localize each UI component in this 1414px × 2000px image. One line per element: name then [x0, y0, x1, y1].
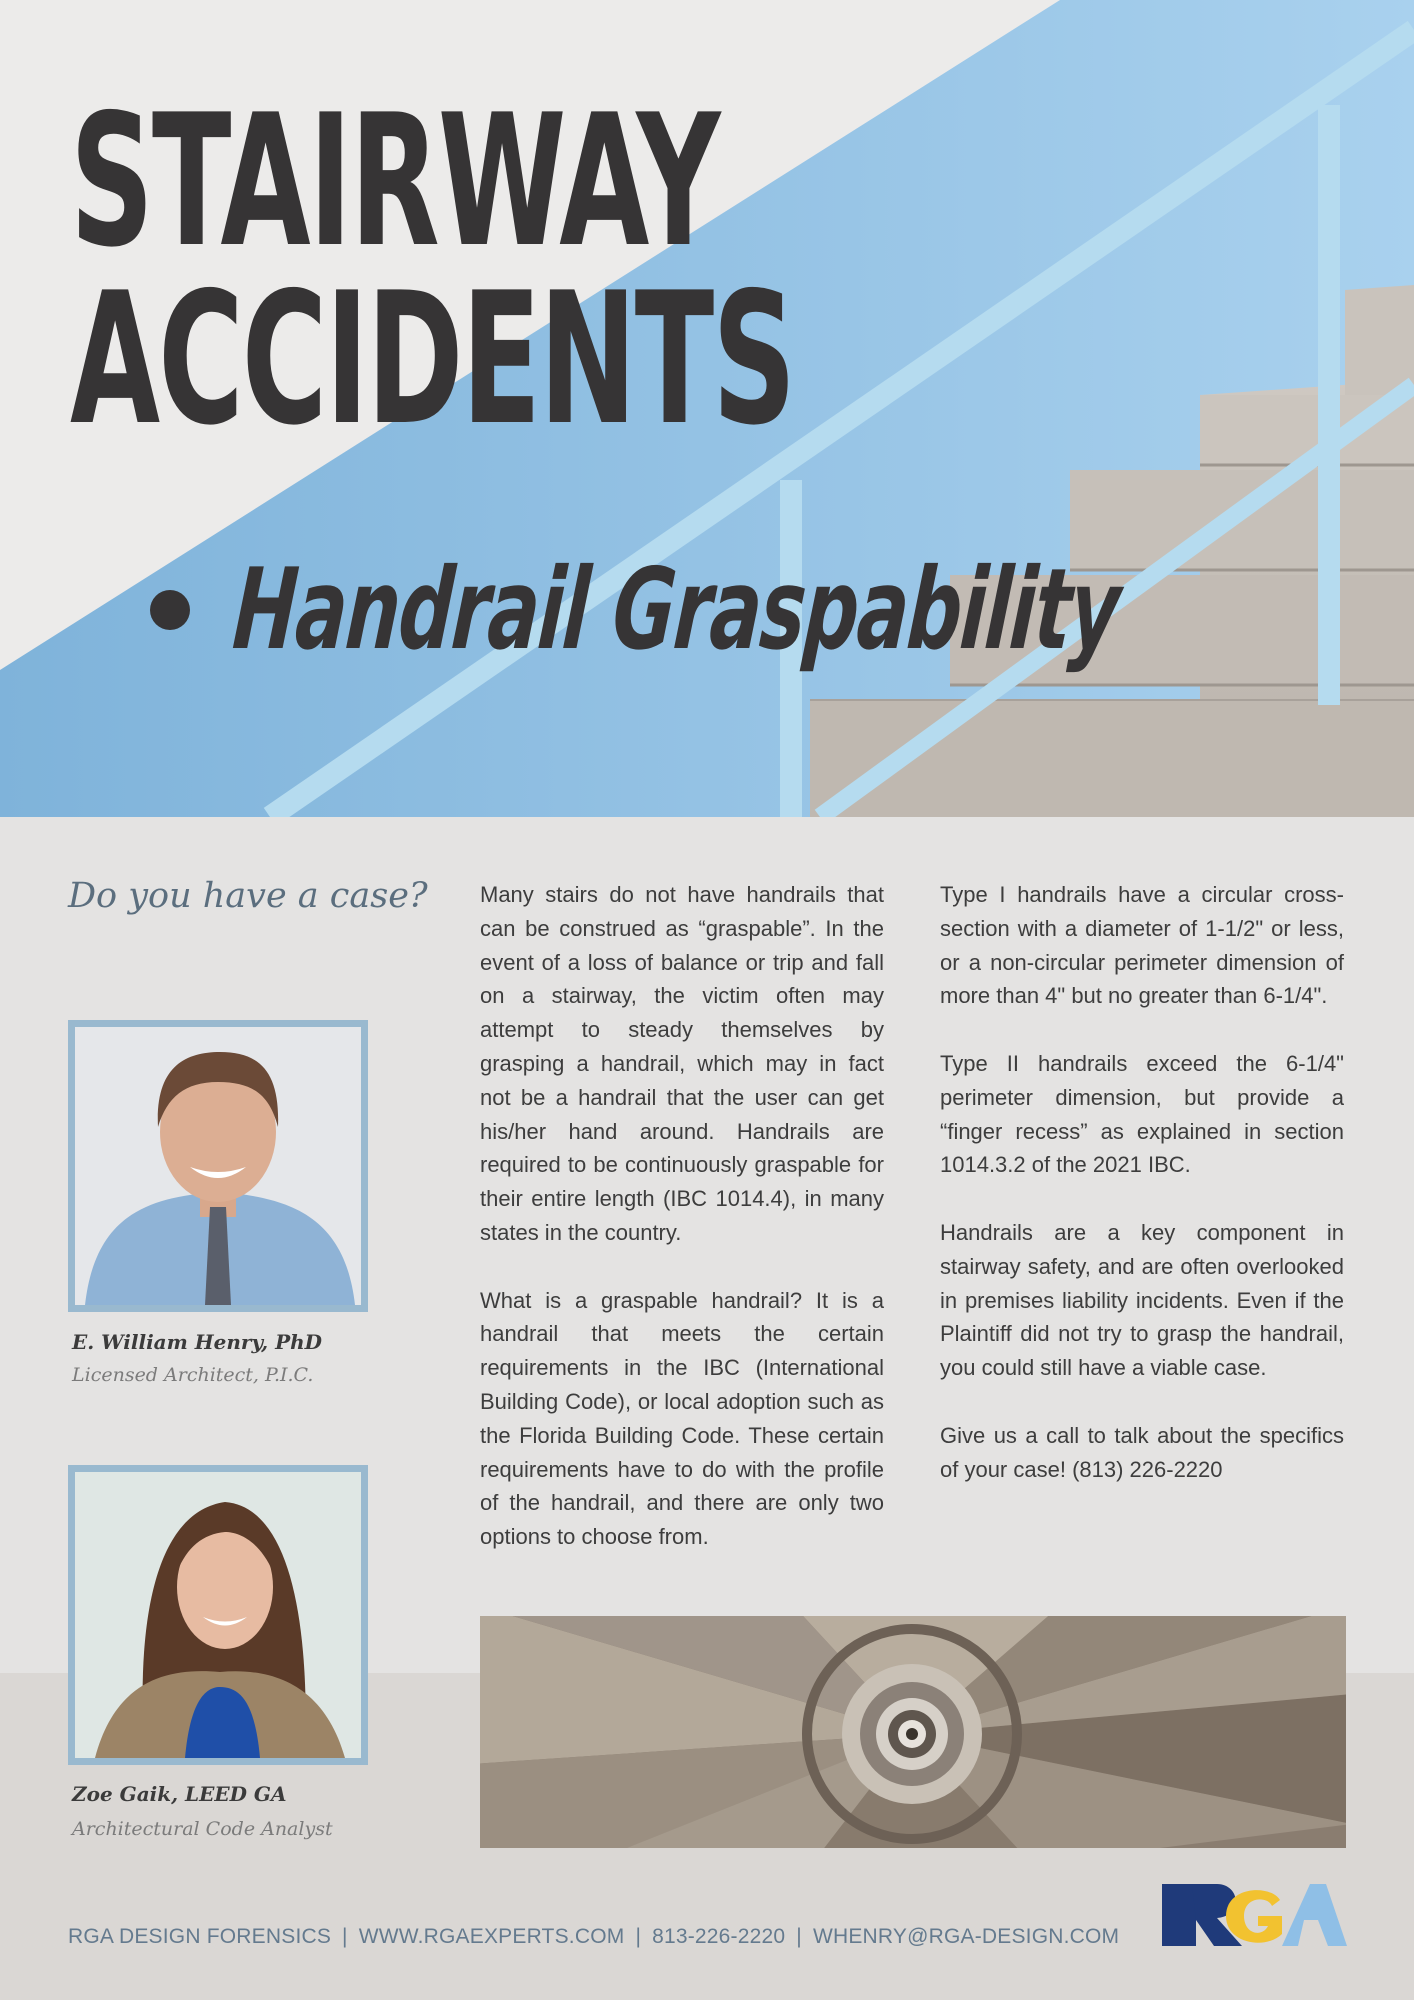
subtitle-text: Handrail Graspability [229, 545, 1124, 675]
avatar [75, 1027, 361, 1305]
title-line-1: STAIRWAY [70, 75, 719, 287]
person-name: Zoe Gaik, LEED GA [72, 1782, 287, 1806]
body-column-2 [940, 878, 1344, 1520]
page-title [70, 75, 795, 465]
paragraph: Many stairs do not have handrails that can be construed as “graspable”. In the event of a loss of balance or trip and fall on a stairway, the victim often may attempt to steady themselves by grasping a handrail, which may in fact not be a handrail that the user can get his/her hand around. Handrails are required to be continuously graspable for their entire length (IBC 1014.4), in many states in the country. [480, 882, 884, 1245]
paragraph: Handrails are a key component in stairway safety, and are often overlooked in premises liability incidents. Even if the Plaintiff did not try to grasp the handrail, you could still have a viable case. [940, 1219, 1344, 1381]
bullet-icon [150, 590, 190, 630]
person-name: E. William Henry, PhD [72, 1330, 323, 1354]
hero-banner [0, 0, 1414, 817]
section-question: Do you have a case? [68, 876, 428, 916]
paragraph: Give us a call to talk about the specifics of your case! (813) 226-2220 [940, 1422, 1344, 1482]
portrait-gaik [68, 1465, 368, 1765]
footer-website-link[interactable]: WWW.RGAEXPERTS.COM [358, 1925, 625, 1948]
person-title: Licensed Architect, P.I.C. [72, 1364, 314, 1386]
title-line-2: ACCIDENTS [70, 253, 795, 465]
paragraph: Type II handrails exceed the 6-1/4" perimeter dimension, but provide a “finger recess” as explained in section 1014.3.2 of the 2021 IBC. [940, 1050, 1344, 1178]
subtitle [150, 545, 1414, 675]
portrait-henry [68, 1020, 368, 1312]
rga-logo [1162, 1880, 1347, 1950]
paragraph: Type I handrails have a circular cross-section with a diameter of 1-1/2" or less, or a non-circular perimeter dimension of more than 4" but no greater than 6-1/4". [940, 882, 1344, 1009]
spiral-staircase-image [480, 1616, 1346, 1848]
footer-contact [68, 1925, 1119, 1949]
footer-separator: | [342, 1925, 348, 1948]
footer-separator: | [796, 1925, 802, 1948]
footer-company: RGA DESIGN FORENSICS [68, 1925, 332, 1948]
body-column-1 [480, 878, 884, 1588]
paragraph: What is a graspable handrail? It is a handrail that meets the certain requirements in the IBC (International Building Code), or local adoption such as the Florida Building Code. These certain requirements have to do with the profile of the handrail, and there are only two options to choose from. [480, 1287, 884, 1550]
footer-email-link[interactable]: WHENRY@RGA-DESIGN.COM [812, 1925, 1120, 1948]
spiral-staircase-photo [480, 1616, 1346, 1848]
footer-separator: | [635, 1925, 642, 1948]
footer-phone-link[interactable]: 813-226-2220 [652, 1925, 786, 1948]
person-title: Architectural Code Analyst [72, 1818, 333, 1840]
avatar [75, 1472, 361, 1758]
